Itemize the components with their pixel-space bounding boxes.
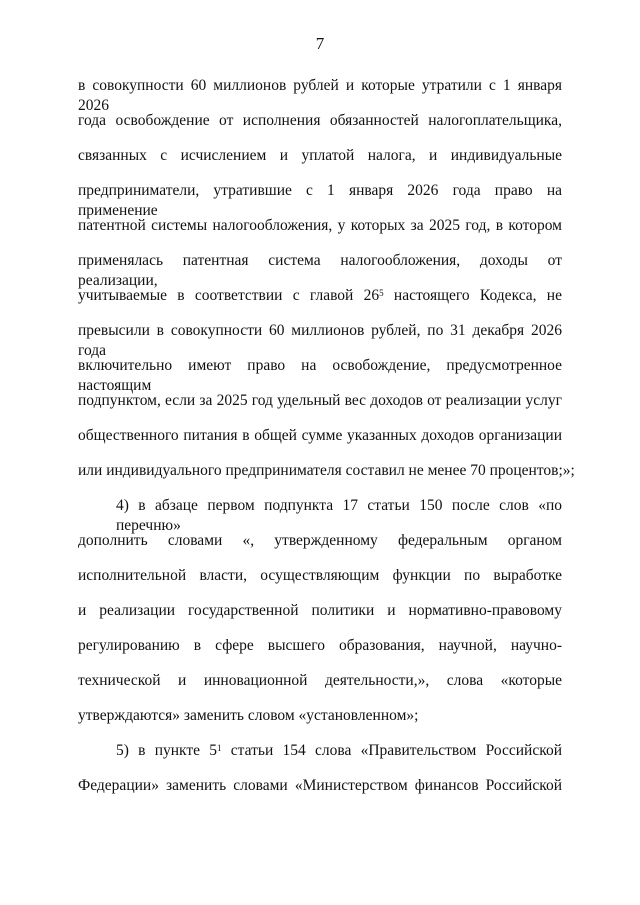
- text-line-15: исполнительной власти, осуществляющим функции по выработке: [78, 567, 562, 584]
- text-line-17: регулированию в сфере высшего образования, научной, научно-: [78, 637, 562, 654]
- text-line-5: патентной системы налогообложения, у которых за 2025 год, в котором: [78, 217, 562, 234]
- text-line-3: связанных с исчислением и уплатой налога, и индивидуальные: [78, 147, 562, 164]
- text-line-7: [78, 286, 562, 306]
- text-line-8: превысили в совокупности 60 миллионов рублей, по 31 декабря 2026 года: [78, 322, 562, 359]
- text-line-11: общественного питания в общей сумме указанных доходов организации: [78, 427, 562, 444]
- text-line-7-start: учитываемые в соответствии с главой 26: [78, 287, 380, 304]
- chapter-superscript: 5: [379, 288, 384, 298]
- text-line-16: и реализации государственной политики и нормативно-правовому: [78, 602, 562, 619]
- text-line-9: включительно имеют право на освобождение, предусмотренное настоящим: [78, 357, 562, 394]
- item-superscript: 1: [217, 743, 222, 753]
- text-line-20-start: 5) в пункте 5: [116, 742, 218, 759]
- text-line-1: в совокупности 60 миллионов рублей и которые утратили с 1 января 2026: [78, 77, 562, 114]
- text-line-19: утверждаются» заменить словом «установленном»;: [78, 707, 419, 724]
- text-line-12: или индивидуального предпринимателя составил не менее 70 процентов;»;: [78, 462, 575, 479]
- text-line-6: применялась патентная система налогообложения, доходы от реализации,: [78, 252, 562, 289]
- text-line-21: Федерации» заменить словами «Министерством финансов Российской: [78, 777, 562, 794]
- text-line-10: подпунктом, если за 2025 год удельный вес доходов от реализации услуг: [78, 392, 562, 409]
- page-number: 7: [315, 34, 325, 53]
- text-line-20: [116, 741, 562, 761]
- text-line-4: предприниматели, утратившие с 1 января 2026 года право на применение: [78, 182, 562, 219]
- text-line-2: года освобождение от исполнения обязанностей налогоплательщика,: [78, 112, 562, 129]
- text-line-20-end: статьи 154 слова «Правительством Российской: [221, 742, 562, 759]
- text-line-13: 4) в абзаце первом подпункта 17 статьи 150 после слов «по перечню»: [116, 497, 562, 534]
- text-line-18: технической и инновационной деятельности,», слова «которые: [78, 672, 562, 689]
- text-line-14: дополнить словами «, утвержденному федеральным органом: [78, 532, 562, 549]
- text-line-7-end: настоящего Кодекса, не: [383, 287, 562, 304]
